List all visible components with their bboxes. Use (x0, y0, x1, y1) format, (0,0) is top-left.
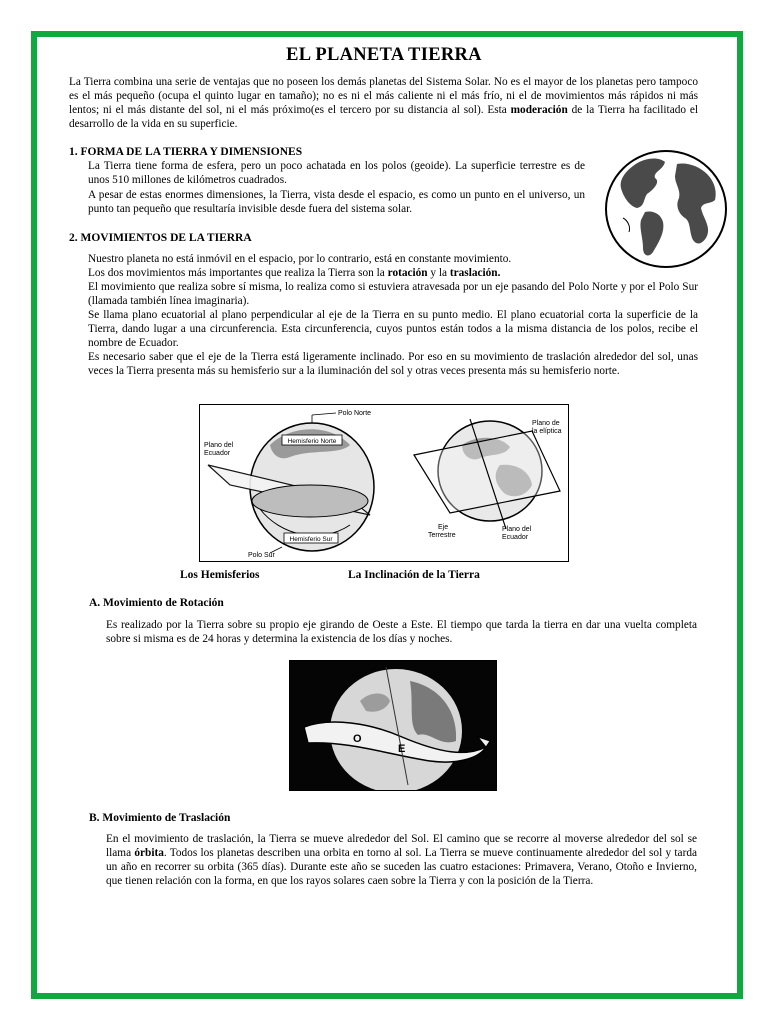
label-polo-norte: Polo Norte (338, 410, 372, 417)
label-hemisferio-norte: Hemisferio Norte (287, 438, 337, 445)
hemispheres-tilt-drawing (200, 405, 568, 561)
translation-paragraph: En el movimiento de traslación, la Tierra se mueve alrededor del Sol. El camino que se recorre al moverse alrededor del sol se llama órbita. Todos los planetas describen una orbita en torno al sol. La Tierra se mueve continuamente alrededor del sol y tarda un año en recorrer su orbita (365 días). Durante este año se suceden las cuatro estaciones: Primavera, Verano, Otoño e Invierno, que tienen relación con la forma, en que los rayos solares caen sobre la Tierra y con la posición de la Tierra. (106, 833, 697, 888)
section-2-para-4: Se llama plano ecuatorial al plano perpendicular al eje de la Tierra en su punto medio. El plano ecuatorial corta la superficie de la Tierra, dando lugar a una circunferencia. Esta circunferencia, cuyos puntos están todos a la misma distancia de los polos, recibe el nombre de Ecuador. (88, 309, 698, 350)
rotation-drawing (290, 661, 496, 790)
translation-heading: B. Movimiento de Traslación (89, 812, 231, 824)
label-oeste: O (353, 733, 362, 745)
rotation-image (289, 660, 497, 791)
section-2-line-1: Nuestro planeta no está inmóvil en el espacio, por lo contrario, está en constante movimiento. (88, 253, 512, 265)
label-polo-sur: Polo Sur (248, 552, 275, 559)
section-1-para-2: A pesar de estas enormes dimensiones, la Tierra, vista desde el espacio, es como un punto en el universo, un punto tan pequeño que resultaría invisible desde fuera del sistema solar. (88, 189, 585, 216)
rotation-paragraph: Es realizado por la Tierra sobre su propio eje girando de Oeste a Este. El tiempo que tarda la tierra en dar una vuelta completa sobre si misma es de 24 horas y determina la existencia de los días y noches. (106, 619, 697, 646)
section-2-heading: 2. MOVIMIENTOS DE LA TIERRA (69, 232, 252, 244)
page-title: EL PLANETA TIERRA (286, 45, 482, 65)
caption-inclinacion: La Inclinación de la Tierra (348, 569, 480, 581)
section-1-para-1: La Tierra tiene forma de esfera, pero un poco achatada en los polos (geoide). La superficie terrestre es de unos 510 millones de kilómetros cuadrados. (88, 160, 585, 187)
rotation-heading: A. Movimiento de Rotación (89, 597, 224, 609)
caption-hemisferios: Los Hemisferios (180, 569, 260, 581)
label-plano-ecuador-2: Plano del Ecuador (502, 526, 532, 541)
section-2-para-5: Es necesario saber que el eje de la Tierra está ligeramente inclinado. Por eso en su movimiento de traslación alrededor del sol, unas veces la Tierra presenta más su hemisferio sur a la iluminación del sol y otras veces presenta más su hemisferio norte. (88, 351, 698, 378)
section-1-heading: 1. FORMA DE LA TIERRA Y DIMENSIONES (69, 146, 303, 158)
label-hemisferio-sur: Hemisferio Sur (289, 536, 333, 543)
section-2-para-3: El movimiento que realiza sobre sí misma, lo realiza como si estuviera atravesada por un eje pasando del Polo Norte y por el Polo Sur (llamada también línea imaginaria). (88, 281, 698, 308)
label-plano-ecuador: Plano del Ecuador (204, 442, 234, 457)
hemispheres-tilt-diagram (199, 404, 569, 562)
intro-paragraph: La Tierra combina una serie de ventajas que no poseen los demás planetas del Sistema Solar. No es el mayor de los planetas pero tampoco es el más pequeño (ocupa el quinto lugar en tamaño); no es ni el más caliente ni el más frío, ni el de movimientos más rápidos ni más lentos; ni el más distante del sol, ni el más próximo(es el tercero por su distancia al sol). Esta moderación de la Tierra ha facilitado el desarrollo de la vida en su superficie. (69, 76, 698, 131)
label-plano-eliptica: Plano de la elíptica (532, 420, 562, 435)
label-eje-terrestre: Eje Terrestre (428, 524, 456, 539)
section-2-line-2: Los dos movimientos más importantes que realiza la Tierra son la rotación y la traslación. (88, 267, 501, 279)
label-este: E (398, 743, 406, 755)
